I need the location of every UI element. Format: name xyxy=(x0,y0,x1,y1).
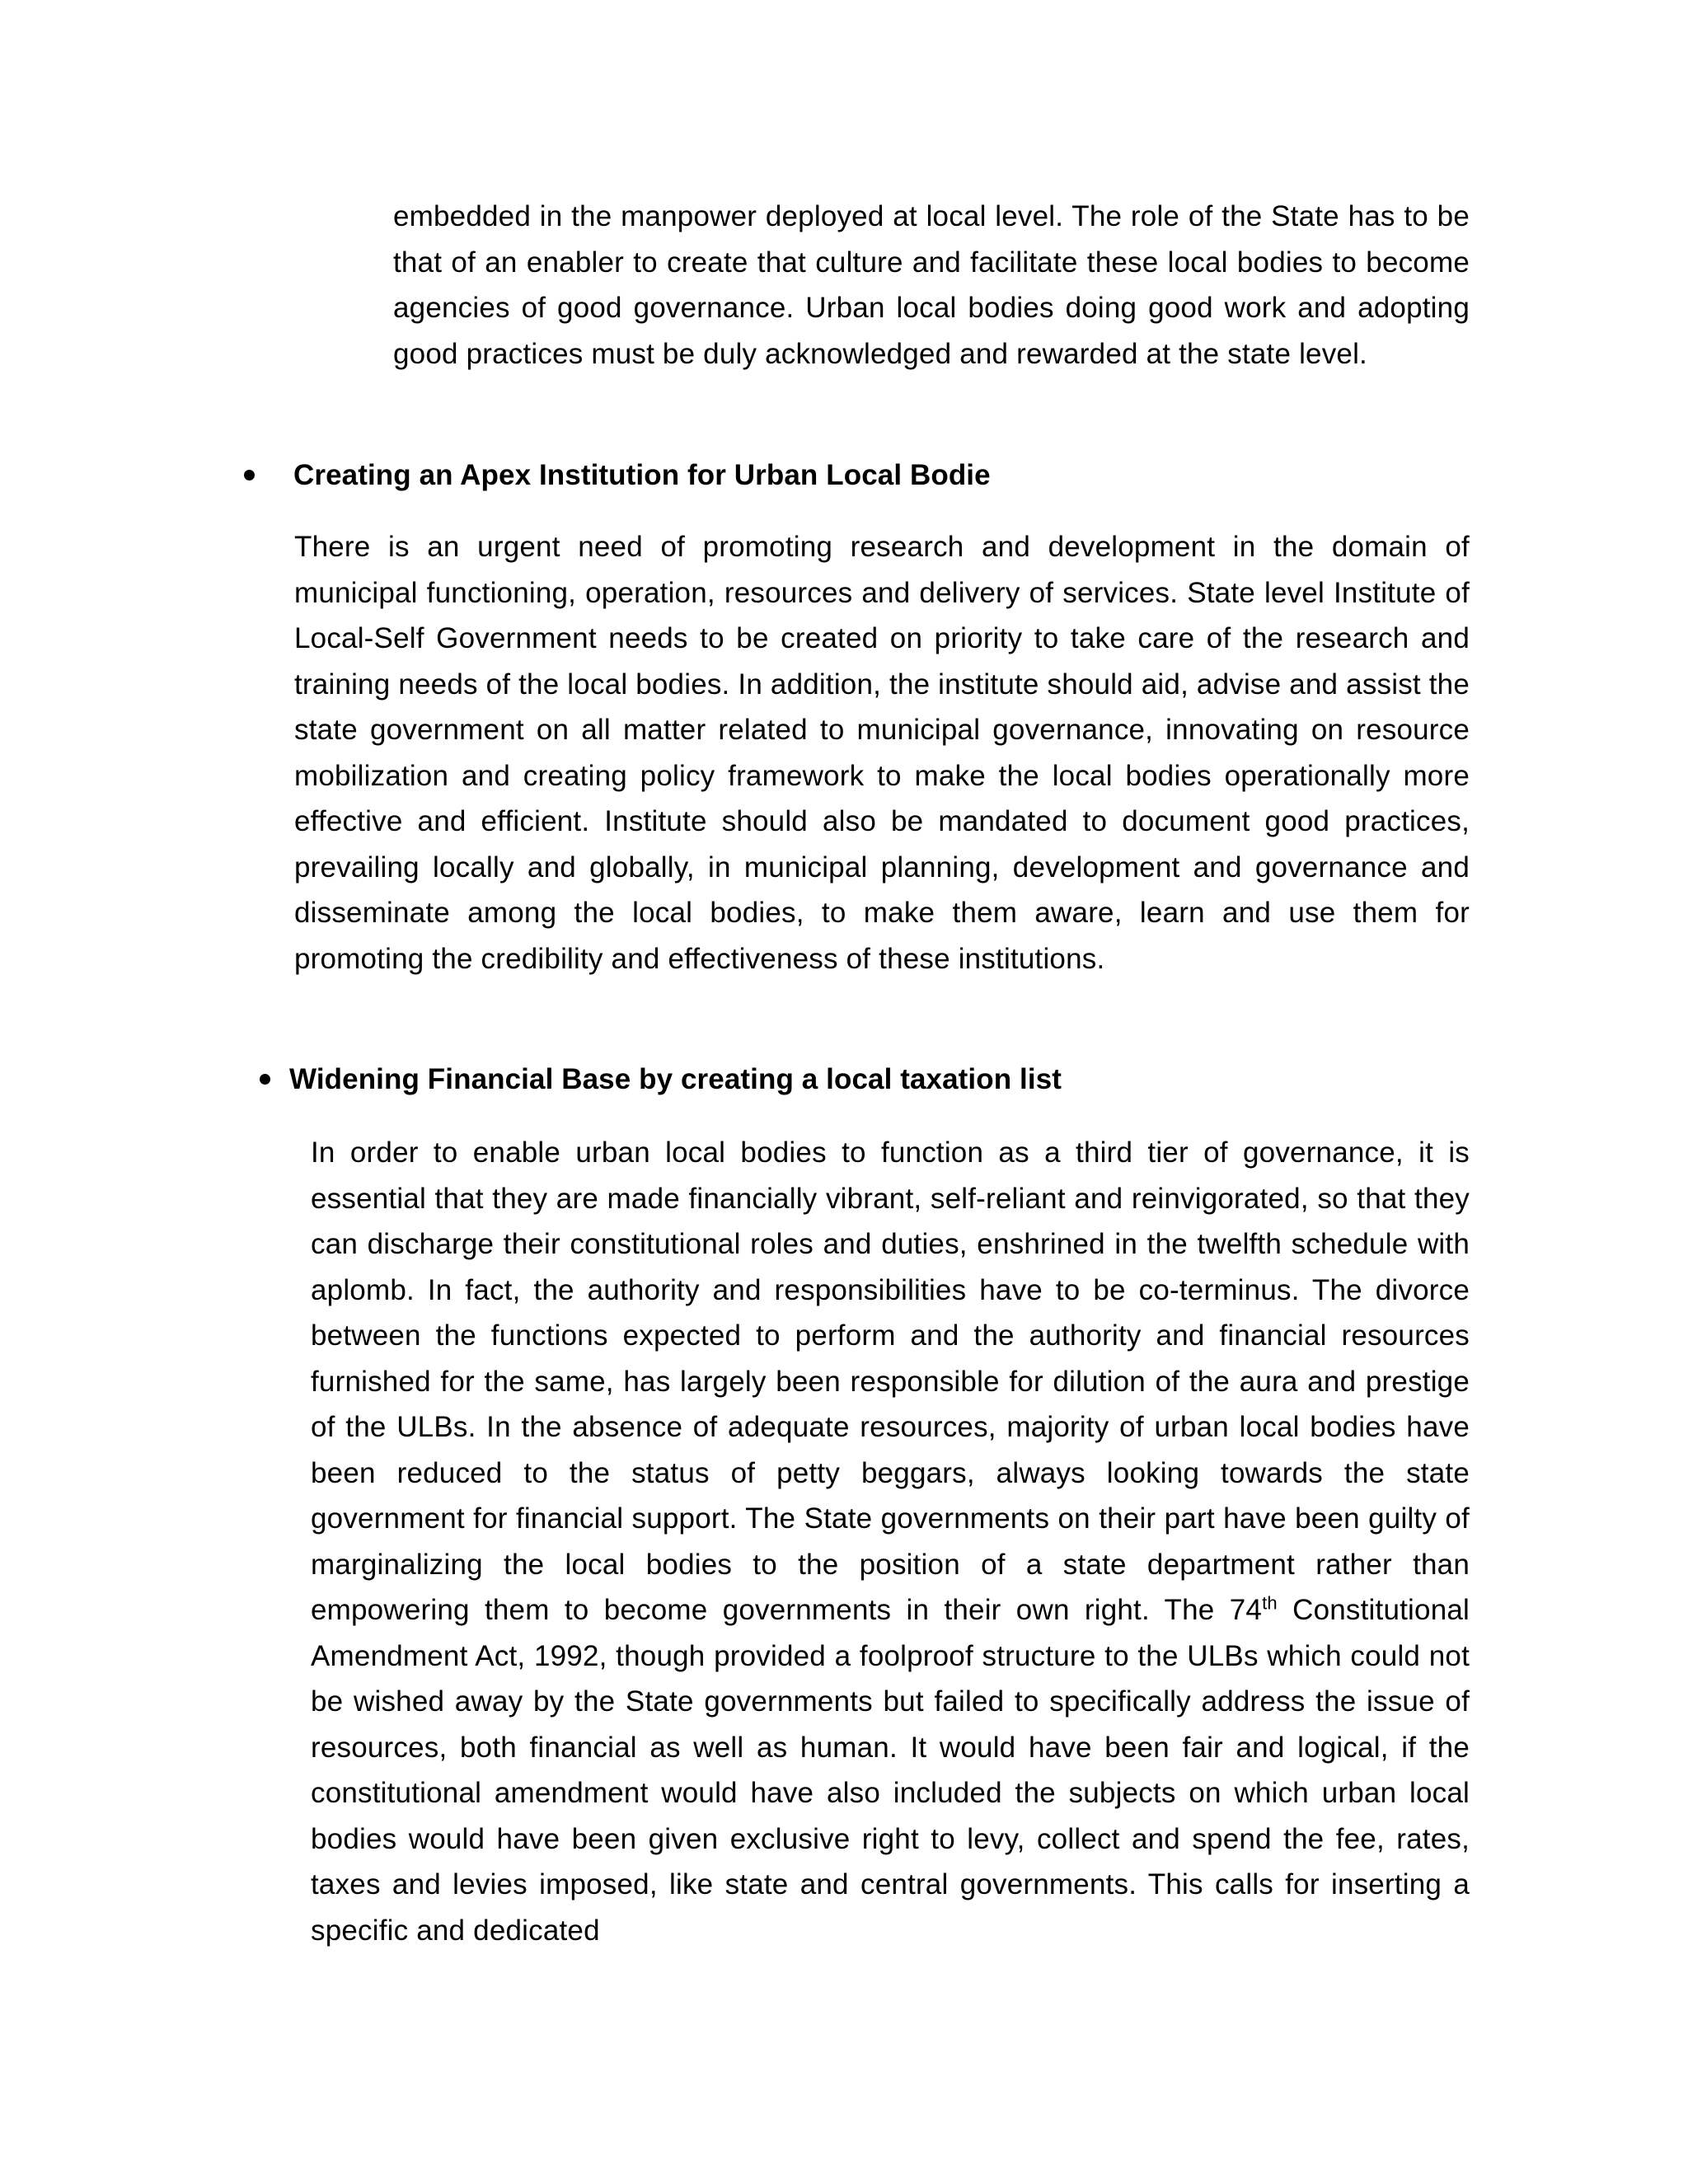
paragraph-text-part-2: Constitutional Amendment Act, 1992, though provided a foolproof structure to the ULBs which could not be wished away by the State governments but failed to specifically address the issue of resources, both financial as well as human. It would have been fair and logical, if the constitutional amendment would have also included the subjects on which urban local bodies would have been given exclusive right to levy, collect and spend the fee, rates, taxes and levies imposed, like state and central governments. This calls for inserting a specific and dedicated xyxy=(311,1594,1470,1947)
paragraph-text-part-1: In order to enable urban local bodies to function as a third tier of governance, it is essential that they are made financially vibrant, self-reliant and reinvigorated, so that they can discharge their constitutional roles and duties, enshrined in the twelfth schedule with aplomb. In fact, the authority and responsibilities have to be co-terminus. The divorce between the functions expected to perform and the authority and financial resources furnished for the same, has largely been responsible for dilution of the aura and prestige of the ULBs. In the absence of adequate resources, majority of urban local bodies have been reduced to the status of petty beggars, always looking towards the state government for financial support. The State governments on their part have been guilty of marginalizing the local bodies to the position of a state department rather than empowering them to become governments in their own right. The 74 xyxy=(311,1137,1470,1626)
ordinal-superscript: th xyxy=(1262,1592,1278,1614)
section-heading-financial-base xyxy=(260,1057,1062,1103)
bullet-icon xyxy=(244,470,255,480)
continuation-paragraph: embedded in the manpower deployed at local level. The role of the State has to be that of an enabler to create that culture and facilitate these local bodies to become agencies of good governance. Urban local bodies doing good work and adopting good practices must be duly acknowledged and rewarded at the state level. xyxy=(393,200,1470,370)
heading-text: Creating an Apex Institution for Urban Local Bodie xyxy=(293,459,991,491)
section-heading-apex-institution xyxy=(244,452,991,499)
heading-text: Widening Financial Base by creating a local taxation list xyxy=(289,1063,1062,1095)
apex-institution-paragraph: There is an urgent need of promoting research and development in the domain of municipal functioning, operation, resources and delivery of services. State level Institute of Local-Self Government needs to be created on priority to take care of the research and training needs of the local bodies. In addition, the institute should aid, advise and assist the state government on all matter related to municipal governance, innovating on resource mobilization and creating policy framework to make the local bodies operationally more effective and efficient. Institute should also be mandated to document good practices, prevailing locally and globally, in municipal planning, development and governance and disseminate among the local bodies, to make them aware, learn and use them for promoting the credibility and effectiveness of these institutions. xyxy=(294,531,1470,975)
bullet-icon xyxy=(260,1074,270,1085)
financial-base-paragraph xyxy=(311,1130,1470,1953)
